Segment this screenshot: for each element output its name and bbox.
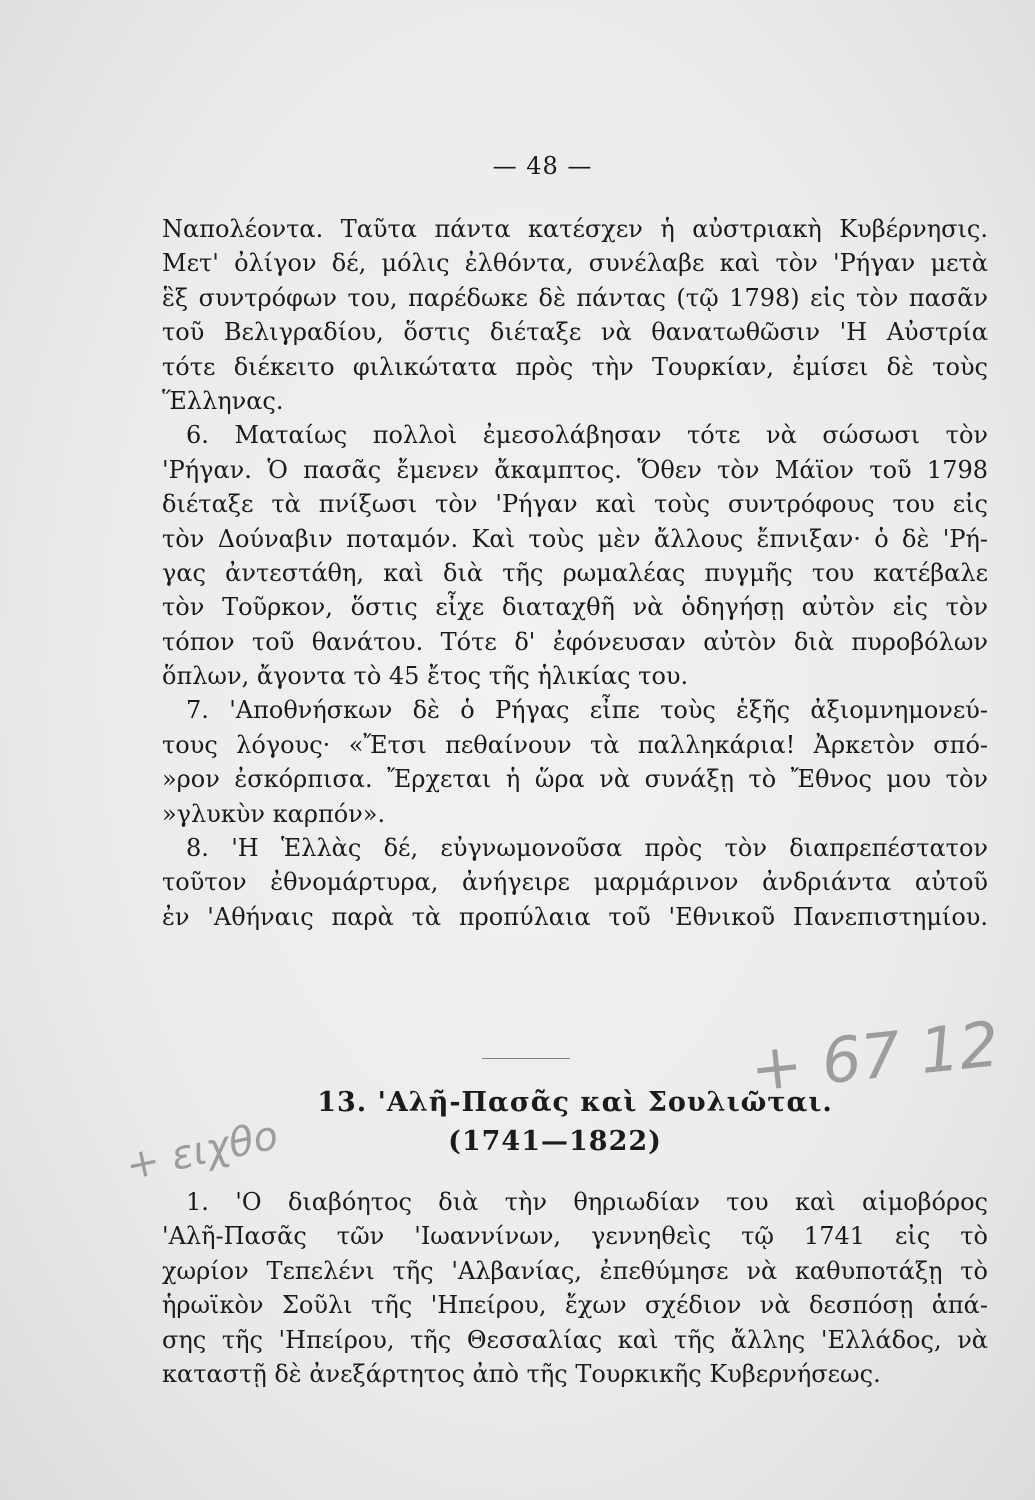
text-line: 1. 'Ο διαβόητος διὰ τὴν θηριωδίαν του καὶ αἱμοβόρος bbox=[186, 1188, 988, 1216]
text-line: τοῦ Βελιγραδίου, ὅστις διέταξε νὰ θανατωθῶσιν 'Η Αὐστρία bbox=[162, 318, 988, 347]
section-text bbox=[162, 1185, 988, 1391]
text-line: 7. 'Αποθνήσκων δὲ ὁ Ρήγας εἶπε τοὺς ἑξῆς ἀξιομνημονεύ- bbox=[186, 696, 988, 725]
text-line: »γλυκὺν καρπόν». bbox=[162, 799, 386, 828]
text-line: ὅπλων, ἄγοντα τὸ 45 ἔτος τῆς ἡλικίας του. bbox=[162, 662, 689, 691]
text-line: τόπον τοῦ θανάτου. Τότε δ' ἐφόνευσαν αὐτὸν διὰ πυροβόλων bbox=[162, 627, 988, 656]
text-line: 'Αλῆ-Πασᾶς τῶν 'Ιωαννίνων, γεννηθεὶς τῷ 1741 εἰς τὸ bbox=[162, 1222, 988, 1251]
text-line: τὸν Τοῦρκον, ὅστις εἶχε διαταχθῆ νὰ ὁδηγήσῃ αὐτὸν εἰς τὸν bbox=[162, 593, 988, 622]
text-line: χωρίον Τεπελένι τῆς 'Αλβανίας, ἐπεθύμησε νὰ καθυποτάξῃ τὸ bbox=[162, 1256, 988, 1285]
text-line: τους λόγους· «Ἔτσι πεθαίνουν τὰ παλληκάρια! Ἀρκετὸν σπό- bbox=[162, 730, 988, 759]
text-line: Ναπολέοντα. Ταῦτα πάντα κατέσχεν ἡ αὐστριακὴ Κυβέρνησις. bbox=[162, 215, 988, 243]
text-line: τὸν Δούναβιν ποταμόν. Καὶ τοὺς μὲν ἄλλους ἔπνιξαν· ὁ δὲ 'Ρή- bbox=[162, 524, 988, 553]
text-line: Μετ' ὀλίγον δέ, μόλις ἐλθόντα, συνέλαβε καὶ τὸν 'Ρήγαν μετὰ bbox=[162, 249, 988, 278]
section-years: (1741—1822) bbox=[448, 1126, 662, 1157]
text-line: Ἕλληνας. bbox=[162, 386, 284, 415]
handwritten-note-left: + ειχθο bbox=[121, 1112, 283, 1190]
text-line: 8. 'Η Ἑλλὰς δέ, εὐγνωμονοῦσα πρὸς τὸν διαπρεπέστατον bbox=[186, 834, 988, 863]
text-line: τοῦτον ἐθνομάρτυρα, ἀνήγειρε μαρμάρινον ἀνδριάντα αὐτοῦ bbox=[162, 868, 988, 897]
text-line: ἡρωϊκὸν Σοῦλι τῆς 'Ηπείρου, ἔχων σχέδιον νὰ δεσπόσῃ ἁπά- bbox=[162, 1291, 988, 1320]
section-divider bbox=[482, 1052, 570, 1059]
handwritten-note-right: + 67 12 bbox=[746, 1007, 1003, 1106]
text-line: καταστῇ δὲ ἀνεξάρτητος ἀπὸ τῆς Τουρκικῆς Κυβερνήσεως. bbox=[162, 1359, 881, 1388]
text-line: ἓξ συντρόφων του, παρέδωκε δὲ πάντας (τῷ 1798) εἰς τὸν πασᾶν bbox=[162, 283, 988, 312]
text-line: ἐν 'Αθήναις παρὰ τὰ προπύλαια τοῦ 'Εθνικοῦ Πανεπιστημίου. bbox=[162, 902, 988, 931]
text-line: 'Ρήγαν. Ὁ πασᾶς ἔμενεν ἄκαμπτος. Ὅθεν τὸν Μάϊον τοῦ 1798 bbox=[162, 455, 988, 484]
text-line: »ρον ἐσκόρπισα. Ἔρχεται ἡ ὥρα νὰ συνάξῃ τὸ Ἔθνος μου τὸν bbox=[162, 765, 988, 794]
main-text bbox=[162, 212, 988, 934]
section-title: 13. 'Αλῆ-Πασᾶς καὶ Σουλιῶται. bbox=[317, 1087, 833, 1118]
text-line: γας ἀντεστάθη, καὶ διὰ τῆς ρωμαλέας πυγμῆς του κατέβαλε bbox=[162, 558, 988, 587]
text-line: σης τῆς 'Ηπείρου, τῆς Θεσσαλίας καὶ τῆς ἄλλης 'Ελλάδος, νὰ bbox=[162, 1325, 988, 1354]
page-number: — 48 — bbox=[492, 152, 593, 180]
text-line: 6. Ματαίως πολλοὶ ἐμεσολάβησαν τότε νὰ σώσωσι τὸν bbox=[186, 421, 988, 450]
text-line: διέταξε τὰ πνίξωσι τὸν 'Ρήγαν καὶ τοὺς συντρόφους του εἰς bbox=[162, 490, 988, 519]
text-line: τότε διέκειτο φιλικώτατα πρὸς τὴν Τουρκίαν, ἐμίσει δὲ τοὺς bbox=[162, 352, 988, 381]
